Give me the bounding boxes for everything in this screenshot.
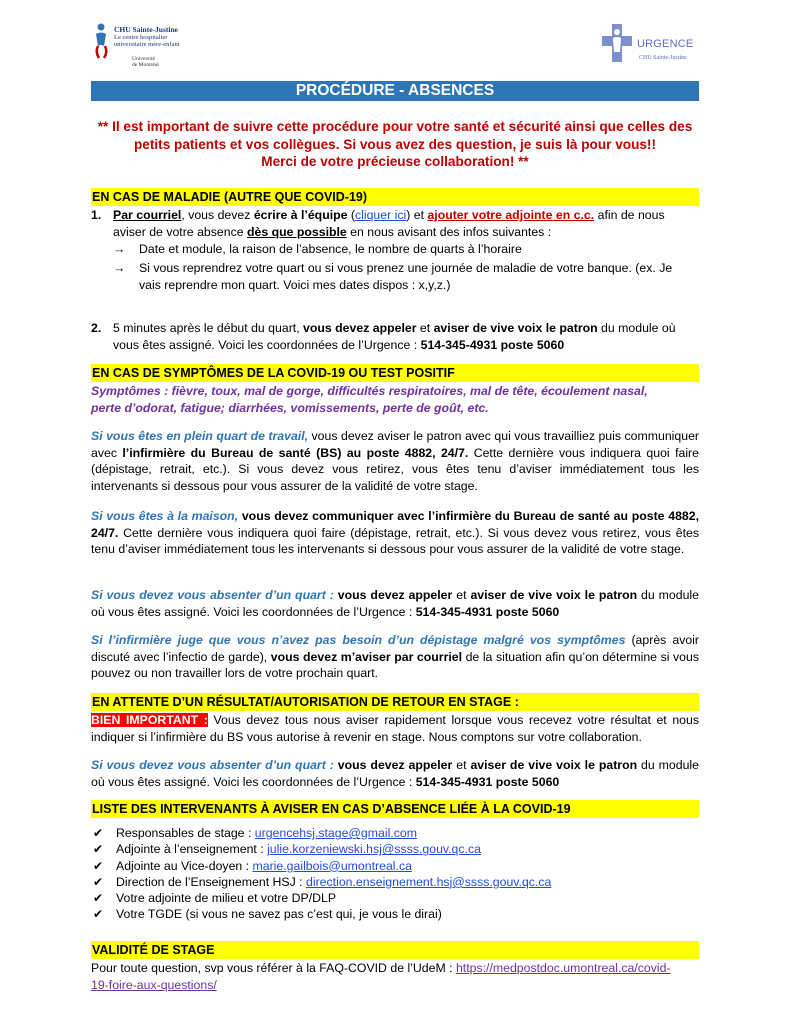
list-item: ✔ Adjointe au Vice-doyen : marie.gailbois@umontreal.ca [93, 858, 412, 873]
paragraph-absenter-quart: Si vous devez vous absenter d’un quart : vous devez appeler et aviser de vive voix le patron du module où vous êtes assigné. Voici les coordonnées de l’Urgence : 514-345-4931 poste 5060 [91, 588, 700, 619]
section-heading-liste: LISTE DES INTERVENANTS À AVISER EN CAS D’ABSENCE LIÉE À LA COVID-19 [91, 800, 699, 818]
paragraph-infirmiere-juge: Si l’infirmière juge que vous n’avez pas besoin d’un dépistage malgré vos symptômes (après avoir discuté avec l’infectio de garde), vous devez m’aviser par courriel de la situation afin qu’on détermine si vous pouvez ou non travailler lors de votre prochain quart. [91, 633, 700, 681]
list-item: ✔ Votre TGDE (si vous ne savez pas c’est qui, je vous le dirai) [93, 907, 442, 922]
paragraph-bien-important: BIEN IMPORTANT : Vous devez tous nous aviser rapidement lorsque vous recevez votre résultat et nous indiquer si l’infirmière du BS vous autorise à revenir en stage. Nous comptons sur votre collaboration. [91, 713, 699, 744]
page-title: PROCÉDURE - ABSENCES [91, 81, 699, 101]
section-heading-symptomes: EN CAS DE SYMPTÔMES DE LA COVID-19 OU TEST POSITIF [91, 364, 699, 382]
arrow-right-icon: → [113, 260, 126, 275]
urgence-cross-icon [600, 22, 634, 66]
urgence-logo-title: URGENCE [637, 38, 694, 50]
udem-logo-text: Université de Montréal [132, 56, 159, 68]
faq-covid-link-continued[interactable]: 19-foire-aux-questions/ [91, 977, 217, 992]
list-item-courriel: 1. Par courriel, vous devez écrire à l’équipe (cliquer ici) et ajouter votre adjointe en c.c. afin de nous aviser de votre absence dès que possible en nous avisant des infos suivantes : → Date et module, la raison de l’absence, le nombre de quarts à l’horaire → Si vous reprendrez votre quart ou si vous prenez une journée de maladie de votre banque. (ex. Je vais reprendre mon quart. Voici mes dates dispos : x,y,z.) [91, 208, 673, 293]
list-item: ✔ Votre adjointe de milieu et votre DP/DLP [93, 891, 337, 906]
faq-covid-link[interactable]: https://medpostdoc.umontreal.ca/covid- [455, 961, 671, 975]
check-icon: ✔ [93, 907, 104, 922]
section-heading-maladie: EN CAS DE MALADIE (AUTRE QUE COVID-19) [91, 188, 699, 206]
list-item: ✔ Adjointe à l’enseignement : julie.korzeniewski.hsj@ssss.gouv.qc.ca [93, 842, 481, 857]
intro-message: ** Il est important de suivre cette procédure pour votre santé et sécurité ainsi que celles des petits patients et vos collègues. Si vous avez des question, je suis là pour vous!! Merci de votre précieuse collaboration! ** [97, 119, 693, 169]
check-icon: ✔ [93, 842, 104, 857]
symptoms-list: Symptômes : fièvre, toux, mal de gorge, difficultés respiratoires, mal de tête, écoulement nasal, perte d’odorat, fatigue; diarrhées, vomissements, perte de goût, etc. [91, 384, 648, 415]
email-link[interactable]: marie.gailbois@umontreal.ca [252, 858, 412, 873]
urgence-logo-subtitle: CHU Sainte-Justine [639, 55, 687, 61]
email-link[interactable]: urgencehsj.stage@gmail.com [254, 826, 417, 840]
paragraph-validite: Pour toute question, svp vous référer à la FAQ-COVID de l’UdeM : https://medpostdoc.umontreal.ca/covid- 19-foire-aux-questions/ [91, 961, 671, 992]
cliquer-ici-link[interactable]: cliquer ici [354, 208, 407, 222]
urgence-logo [600, 22, 720, 70]
contacts-list [91, 825, 699, 923]
list-item: ✔ Responsables de stage : urgencehsj.stage@gmail.com [93, 826, 417, 840]
arrow-right-icon: → [113, 242, 126, 257]
ajouter-adjointe-link[interactable]: ajouter votre adjointe en c.c. [427, 208, 595, 222]
check-icon: ✔ [93, 826, 104, 840]
paragraph-absenter-quart-2: Si vous devez vous absenter d’un quart : vous devez appeler et aviser de vive voix le patron du module où vous êtes assigné. Voici les coordonnées de l’Urgence : 514-345-4931 poste 5060 [91, 758, 700, 789]
chu-sainte-justine-logo [92, 22, 182, 72]
list-item-appel: 2. 5 minutes après le début du quart, vous devez appeler et aviser de vive voix le patron du module où vous êtes assigné. Voici les coordonnées de l’Urgence : 514-345-4931 poste 5060 [91, 321, 676, 352]
important-badge: BIEN IMPORTANT : [91, 713, 208, 727]
chu-logo-text: CHU Sainte-Justine Le centre hospitalier universitaire mère-enfant [114, 25, 180, 48]
section-heading-validite: VALIDITÉ DE STAGE [91, 941, 699, 959]
list-item: ✔ Direction de l’Enseignement HSJ : direction.enseignement.hsj@ssss.gouv.qc.ca [93, 874, 552, 889]
section-heading-attente: EN ATTENTE D’UN RÉSULTAT/AUTORISATION DE RETOUR EN STAGE : [91, 693, 699, 711]
email-link[interactable]: julie.korzeniewski.hsj@ssss.gouv.qc.ca [267, 842, 481, 857]
check-icon: ✔ [93, 858, 104, 873]
email-link[interactable]: direction.enseignement.hsj@ssss.gouv.qc.ca [306, 874, 552, 889]
chu-logo-icon [92, 22, 114, 62]
check-icon: ✔ [93, 874, 104, 889]
check-icon: ✔ [93, 891, 104, 906]
paragraph-a-la-maison: Si vous êtes à la maison, vous devez communiquer avec l’infirmière du Bureau de santé au poste 4882, 24/7. Cette dernière vous indiquera quoi faire (dépistage, retrait, etc.). Si vous devez vous retirez, vous êtes tenu d’aviser immédiatement tous les intervenants si dessous pour vous assurer de la validité de votre stage. [91, 509, 699, 557]
paragraph-en-quart: Si vous êtes en plein quart de travail, vous devez aviser le patron avec qui vous travailliez puis communiquer avec l’infirmière du Bureau de santé (BS) au poste 4882, 24/7. Cette dernière vous indiquera quoi faire (dépistage, retrait, etc.). Si vous devez vous retirez, vous êtes tenu d’aviser immédiatement tous les intervenants si dessous pour vous assurer de la validité de votre stage. [91, 429, 699, 493]
